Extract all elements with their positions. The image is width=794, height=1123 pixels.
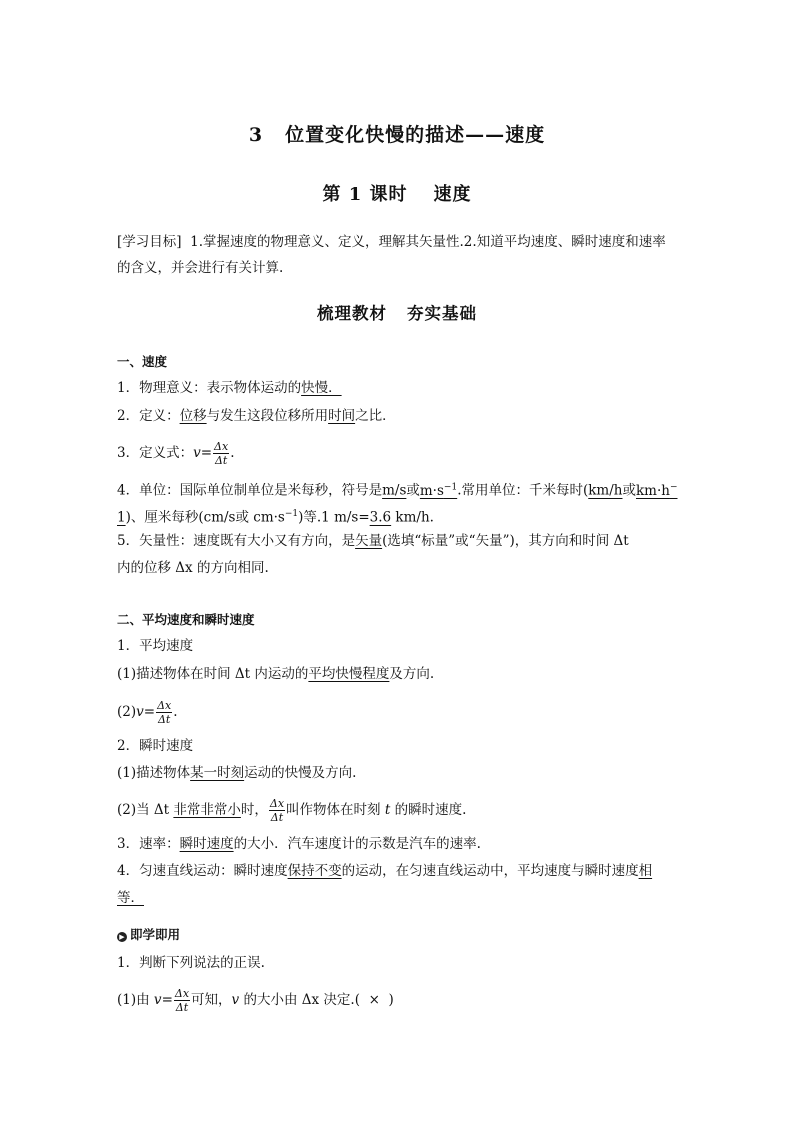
part2-item3: 3．速率：瞬时速度的大小．汽车速度计的示数是汽车的速率. [117,836,481,852]
answer-mark: × [368,992,380,1008]
play-circle-icon: ▶ [117,932,127,942]
part2-sub2-item2: (2)当 Δt 非常非常小时， $\frac{\Delta x}{\Delta t}$ 叫作物体在时刻 t 的瞬时速度. [117,797,467,824]
part2-sub1-item2: (2)v= $\frac{\Delta x}{\Delta t}$ . [117,699,178,726]
part1-item2: 2．定义：位移与发生这段位移所用时间之比． [117,408,396,424]
fraction-dx-dt: $\frac{\Delta x}{\Delta t}$ [269,797,285,824]
part1-item4-line2: 1)、厘米每秒(cm/s或 $cm\cdot s^{-1}$)等.1 m/s=3.6 km/h. [117,509,434,526]
practice-title: ▶ 即学即用 [117,925,180,945]
part2-sub2: 2．瞬时速度 [117,738,194,754]
lesson-title: 第 1 课时 速度 [322,184,472,205]
part2-item4-line1: 4．匀速直线运动：瞬时速度保持不变的运动，在匀速直线运动中，平均速度与瞬时速度相 [117,863,653,879]
part2-item4-line2: 等． [117,890,144,906]
chapter-title: 3 位置变化快慢的描述——速度 [248,124,546,146]
section-heading: 梳理教材 夯实基础 [317,304,477,323]
part1-item5-line2: 内的位移 Δx 的方向相同. [117,560,269,576]
part2-sub1: 1．平均速度 [117,638,194,654]
part2-sub2-item1: (1)描述物体某一时刻运动的快慢及方向. [117,765,357,781]
practice-question-1-1: (1)由 v= $\frac{\Delta x}{\Delta t}$ 可知，v 的大小由 Δx 决定.( × ) [117,987,394,1014]
objectives-line-2: 的含义，并会进行有关计算. [117,260,284,276]
fraction-dx-dt: $\frac{\Delta x}{\Delta t}$ [157,699,172,726]
fraction-dx-dt: $\frac{\Delta x}{\Delta t}$ [174,987,190,1014]
practice-question-1: 1．判断下列说法的正误. [117,955,265,971]
objectives-line-1: [学习目标] 1.掌握速度的物理意义、定义，理解其矢量性.2.知道平均速度、瞬时速度和速率 [117,234,666,250]
part1-title: 一、速度 [117,354,168,369]
fraction-dx-dt: $\frac{\Delta x}{\Delta t}$ [214,440,229,467]
part2-title: 二、平均速度和瞬时速度 [117,612,255,627]
part1-item1: 1．物理意义：表示物体运动的快慢． [117,380,342,396]
part2-sub1-item1: (1)描述物体在时间 Δt 内运动的平均快慢程度及方向. [117,666,435,682]
part1-item3: 3．定义式：v= $\frac{\Delta x}{\Delta t}$ . [117,440,235,467]
part1-item5-line1: 5．矢量性：速度既有大小又有方向，是矢量(选填“标量”或“矢量”)，其方向和时间 Δt [117,533,629,549]
part1-item4-line1: 4．单位：国际单位制单位是米每秒，符号是m/s或$m\cdot s^{-1}$.常用单位：千米每时(km/h或km·h− [117,482,678,499]
